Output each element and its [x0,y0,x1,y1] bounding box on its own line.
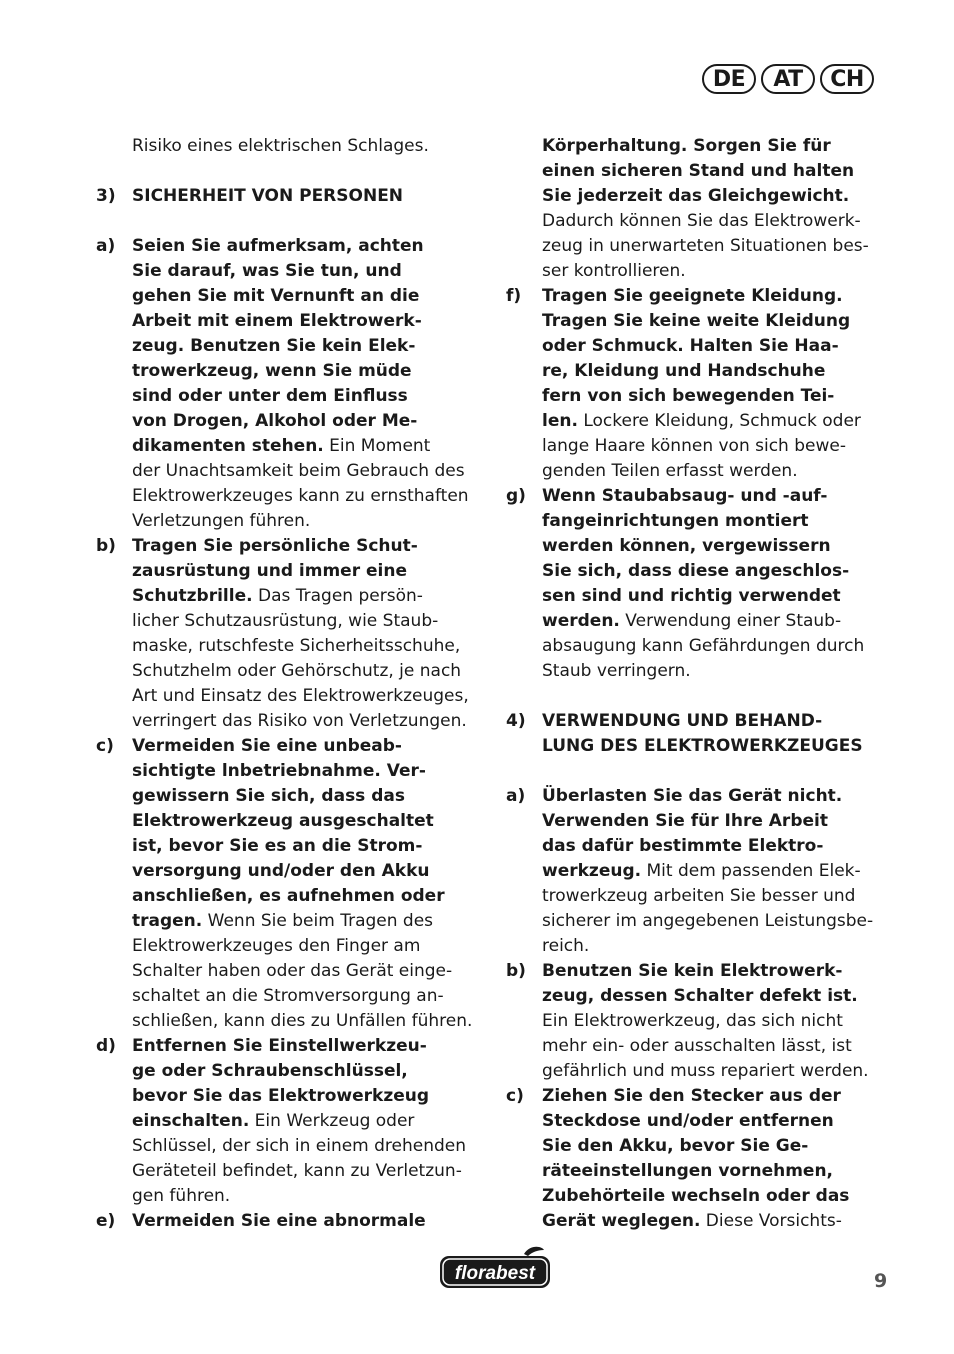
florabest-logo [438,1246,552,1290]
item-3c: c) Vermeiden Sie eine unbeab- sichtigte lnbetriebnahme. Ver- gewissern Sie sich, dass das Elektrowerkzeug ausgeschaltet ist, bevor Sie es an die Strom- versorgung und/oder den Akku anschließen, es aufnehmen oder tragen. Wenn Sie beim Tragen des Elektrowerkzeuges den Finger am Schalter haben oder das Gerät einge- schaltet an die Stromversorgung an- schließen, kann dies zu Unfällen führen. [96,736,473,1031]
item-4a: a) Überlasten Sie das Gerät nicht. Verwenden Sie für Ihre Arbeit das dafür bestimmte Elektro- werkzeug. Mit dem passenden Elek- trowerkzeug arbeiten Sie besser und sicherer im angegebenen Leistungsbe- reich. [506,786,874,956]
item-3g: g) Wenn Staubabsaug- und -auf- fangeinrichtungen montiert werden können, vergewissern Sie sich, dass diese angeschlos- sen sind und richtig verwendet werden. Verwendung einer Staub- absaugung kann Gefährdungen durch Staub verringern. [506,486,865,681]
badge-de: DE [702,64,756,94]
left-column [96,134,488,1234]
language-badges [702,64,874,94]
svg-text:florabest: florabest [454,1263,536,1284]
section-4-heading: 4) VERWENDUNG UND BEHAND- LUNG DES ELEKTROWERKZEUGES [506,711,863,756]
item-4b: b) Benutzen Sie kein Elektrowerk- zeug, dessen Schalter defekt ist. Ein Elektrowerkzeug, das sich nicht mehr ein- oder ausschalten lässt, ist gefährlich und muss repariert werden. [506,961,869,1081]
badge-ch: CH [820,64,874,94]
item-4c: c) Ziehen Sie den Stecker aus der Steckdose und/oder entfernen Sie den Akku, bevor Sie Ge- räteeinstellungen vornehmen, Zubehörteile wechseln oder das Gerät weglegen. Diese Vorsichts- [506,1086,850,1231]
item-3f: f) Tragen Sie geeignete Kleidung. Tragen Sie keine weite Kleidung oder Schmuck. Halten Sie Haa- re, Kleidung und Handschuhe fern von sich bewegenden Tei- len. Lockere Kleidung, Schmuck oder lange Haare können von sich bewe- genden Teilen erfasst werden. [506,286,861,481]
item-3d: d) Entfernen Sie Einstellwerkzeu- ge oder Schraubenschlüssel, bevor Sie das Elektrowerkzeug einschalten. Ein Werkzeug oder Schlüssel, der sich in einem drehenden Geräteteil befindet, kann zu Verletzun- gen führen. [96,1036,467,1206]
badge-at: AT [761,64,815,94]
right-column [506,134,898,1234]
intro-text: Risiko eines elektrischen Schlages. [132,136,429,156]
page-number: 9 [874,1270,888,1292]
item-3a: a) Seien Sie aufmerksam, achten Sie darauf, was Sie tun, und gehen Sie mit Vernunft an die Arbeit mit einem Elektrowerk- zeug. Benutzen Sie kein Elek- trowerkzeug, wenn Sie müde sind oder unter dem Einfluss von Drogen, Alkohol oder Me- dikamenten stehen. Ein Moment der Unachtsamkeit beim Gebrauch des Elektrowerkzeuges kann zu ernsthaften Verletzungen führen. [96,236,469,531]
item-3e-continued: Körperhaltung. Sorgen Sie für einen sicheren Stand und halten Sie jederzeit das Gleichgewicht. Dadurch können Sie das Elektrowerk- zeug in unerwarteten Situationen bes- ser kontrollieren. [542,136,869,281]
item-3b: b) Tragen Sie persönliche Schut- zausrüstung und immer eine Schutzbrille. Das Tragen persön- licher Schutzausrüstung, wie Staub- maske, rutschfeste Sicherheitsschuhe, Schutzhelm oder Gehörschutz, je nach Art und Einsatz des Elektrowerkzeuges, verringert das Risiko von Verletzungen. [96,536,469,731]
item-3e: e) Vermeiden Sie eine abnormale [96,1211,426,1231]
section-3-heading: 3) SICHERHEIT VON PERSONEN [96,186,404,206]
